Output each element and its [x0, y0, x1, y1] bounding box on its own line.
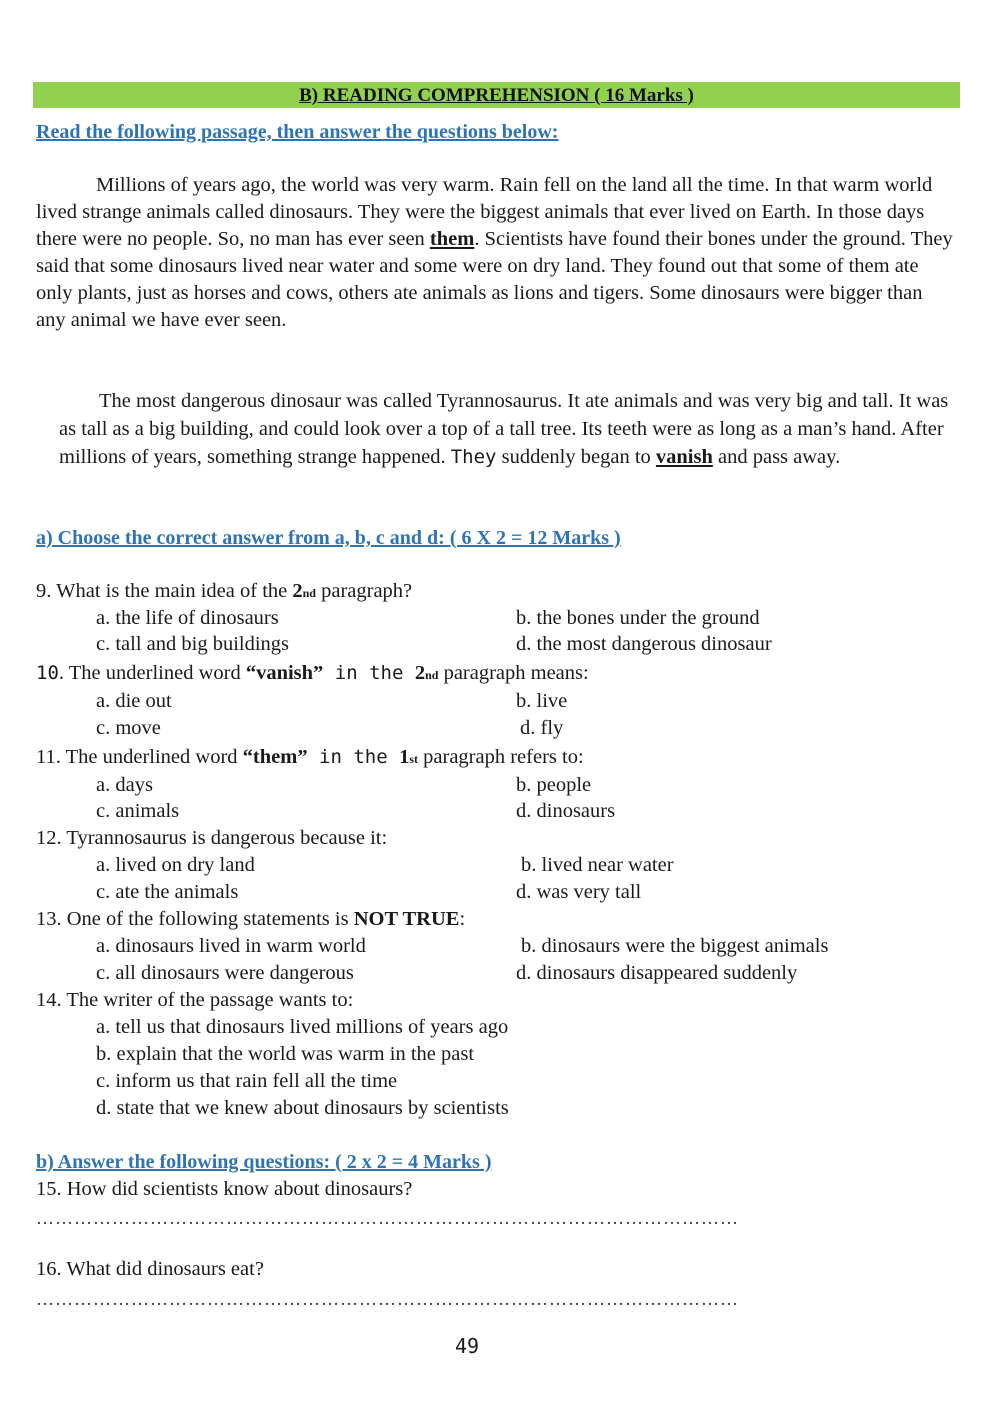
- q14-option-b: b. explain that the world was warm in the past: [96, 1043, 475, 1065]
- question-13: 13. One of the following statements is NOT TRUE:: [36, 908, 466, 930]
- q11-option-b: b. people: [516, 774, 592, 796]
- question-9: 9. What is the main idea of the 2nd paragraph?: [36, 580, 413, 602]
- q11-option-c: c. animals: [96, 800, 180, 822]
- q9-option-d: d. the most dangerous dinosaur: [516, 633, 772, 655]
- q10-option-c: c. move: [96, 717, 161, 739]
- question-15: 15. How did scientists know about dinosaurs?: [36, 1178, 413, 1200]
- q14-option-d: d. state that we knew about dinosaurs by scientists: [96, 1097, 509, 1119]
- q13-option-d: d. dinosaurs disappeared suddenly: [516, 962, 798, 984]
- q14-option-c: c. inform us that rain fell all the time: [96, 1070, 398, 1092]
- q9-option-b: b. the bones under the ground: [516, 607, 760, 629]
- question-14: 14. The writer of the passage wants to:: [36, 989, 354, 1011]
- q12-option-a: a. lived on dry land: [96, 854, 255, 876]
- underlined-them: them: [429, 228, 475, 250]
- answer-line-15[interactable]: …………………………………………………………………………………………………: [36, 1208, 739, 1228]
- q13-option-b: b. dinosaurs were the biggest animals: [521, 935, 829, 957]
- section-banner: [33, 82, 960, 108]
- q11-option-a: a. days: [96, 774, 153, 796]
- passage-paragraph-1: Millions of years ago, the world was very warm. Rain fell on the land all the time. In that warm world lived strange animals called dinosaurs. They were the biggest animals that ever lived on Earth. In those days there were no people. So, no man has ever seen them. Scientists have found their bones under the ground. They said that some dinosaurs lived near water and some were on dry land. They found out that some of them ate only plants, just as horses and cows, others ate animals as lions and tigers. Some dinosaurs were bigger than any animal we have ever seen.: [36, 174, 953, 331]
- q14-option-a: a. tell us that dinosaurs lived millions of years ago: [96, 1016, 509, 1038]
- question-12: 12. Tyrannosaurus is dangerous because it:: [36, 827, 388, 849]
- page-number: 49: [455, 1334, 480, 1358]
- q13-option-c: c. all dinosaurs were dangerous: [96, 962, 354, 984]
- q12-option-b: b. lived near water: [521, 854, 674, 876]
- question-11: 11. The underlined word “them” in the 1st paragraph refers to:: [36, 746, 584, 768]
- q13-option-a: a. dinosaurs lived in warm world: [96, 935, 366, 957]
- question-16: 16. What did dinosaurs eat?: [36, 1258, 264, 1280]
- q11-option-d: d. dinosaurs: [516, 800, 616, 822]
- q12-option-c: c. ate the animals: [96, 881, 239, 903]
- part-b-heading: b) Answer the following questions: ( 2 x 2 = 4 Marks ): [36, 1151, 492, 1173]
- instruction-heading: Read the following passage, then answer the questions below:: [36, 121, 559, 143]
- answer-line-16[interactable]: …………………………………………………………………………………………………: [36, 1289, 739, 1309]
- q12-option-d: d. was very tall: [516, 881, 642, 903]
- q9-option-a: a. the life of dinosaurs: [96, 607, 279, 629]
- q10-option-d: d. fly: [520, 717, 564, 739]
- passage-paragraph-2: The most dangerous dinosaur was called Tyrannosaurus. It ate animals and was very big and tall. It was as tall as a big building, and could look over a top of a tall tree. Its teeth were as long as a man’s hand. After millions of years, something strange happened. They suddenly began to vanish and pass away.: [59, 390, 949, 468]
- question-10: 10. The underlined word “vanish” in the 2nd paragraph means:: [36, 662, 589, 684]
- section-title: B) READING COMPREHENSION ( 16 Marks ): [299, 85, 694, 106]
- q10-option-b: b. live: [516, 690, 568, 712]
- underlined-vanish: vanish: [655, 446, 713, 468]
- part-a-heading: a) Choose the correct answer from a, b, c and d: ( 6 X 2 = 12 Marks ): [36, 527, 621, 549]
- q10-option-a: a. die out: [96, 690, 172, 712]
- q9-option-c: c. tall and big buildings: [96, 633, 290, 655]
